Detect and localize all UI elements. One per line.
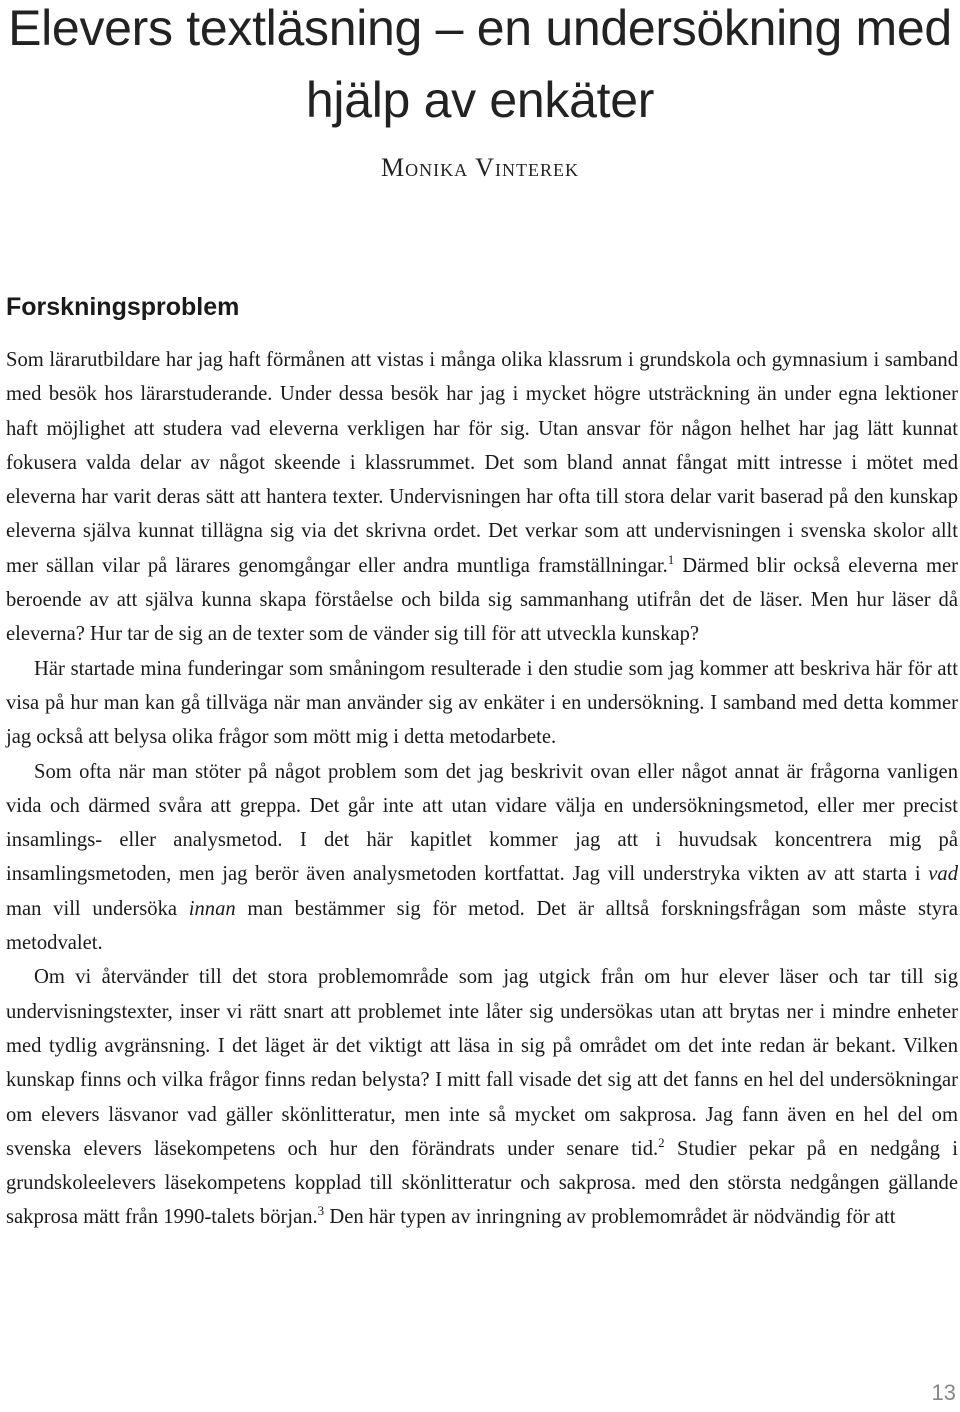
paragraph-4-text-a: Om vi återvänder till det stora problemområde som jag utgick från om hur elever läser och tar till sig undervisningstexter, inser vi rätt snart att problemet inte låter sig undersökas utan att brytas ner i mindre enheter med tydlig avgränsning. I det läget är det viktigt att läsa in sig på området om det inte redan är bekant. Vilken kunskap finns och vilka frågor finns redan belysta? I mitt fall visade det sig att det fanns en hel del undersökningar om elevers läsvanor vad gäller skönlitteratur, men inte så mycket om sakprosa. Jag fann även en hel del om svenska elevers läsekompetens och hur den förändrats under senare tid. (6, 966, 958, 1160)
author-name: Monika Vinterek (381, 153, 579, 182)
emphasis-vad: vad (928, 863, 958, 886)
chapter-title: Elevers textläsning – en undersökning med hjälp av enkäter (8, 0, 952, 128)
emphasis-innan: innan (188, 897, 236, 920)
footnote-ref-1: 1 (667, 551, 675, 567)
body-text (6, 343, 958, 1235)
paragraph-2: Här startade mina funderingar som småningom resulterade i den studie som jag kommer att beskriva här för att visa på hur man kan gå tillväga när man använder sig av enkäter i en undersökning. I samband med detta kommer jag också att belysa olika frågor som mött mig i detta metodarbete. (6, 657, 958, 749)
page-number: 13 (931, 1380, 956, 1405)
paragraph-4 (6, 960, 958, 1234)
paragraph-1-text-b: Därmed blir också eleverna mer beroende av att själva kunna skapa förståelse och bilda sig sammanhang utifrån det de läser. Men hur läser då eleverna? Hur tar de sig an de texter som de vänder sig till för att utveckla kunskap? (6, 554, 958, 646)
paragraph-3-text-b: man vill undersöka (6, 897, 189, 920)
footnote-ref-3: 3 (317, 1203, 325, 1219)
paragraph-3-text-c: man bestämmer sig för metod. Det är alltså forskningsfrågan som måste styra metodvalet. (6, 897, 958, 955)
paragraph-1 (6, 343, 958, 652)
footnote-ref-2: 2 (658, 1134, 665, 1150)
paragraph-1-text-a: Som lärarutbildare har jag haft förmånen att vistas i många olika klassrum i grundskola och gymnasium i samband med besök hos lärarstuderande. Under dessa besök har jag i mycket högre utsträckning än under egna lektioner haft möjlighet att studera vad eleverna verkligen har för sig. Utan ansvar för någon helhet har jag lätt kunnat fokusera valda delar av något skeende i klassrummet. Det som bland annat fångat mitt intresse i mötet med eleverna har varit deras sätt att hantera texter. Undervisningen har ofta till stora delar varit baserad på den kunskap eleverna själva kunnat tillägna sig via det skrivna ordet. Det verkar som att undervisningen i svenska skolor allt mer sällan vilar på lärares genomgångar eller andra muntliga framställningar. (6, 349, 958, 577)
paragraph-4-text-c: Den här typen av inringning av problemområdet är nödvändig för att (324, 1206, 896, 1229)
section-heading: Forskningsproblem (6, 293, 240, 321)
paragraph-3 (6, 755, 958, 961)
paragraph-4-text-b: Studier pekar på en nedgång i grundskoleelevers läsekompetens kopplad till skönlitteratur och sakprosa. med den största nedgången gällande sakprosa mätt från 1990-talets början. (6, 1137, 958, 1229)
paragraph-3-text-a: Som ofta när man stöter på något problem som det jag beskrivit ovan eller något annat är frågorna vanligen vida och därmed svåra att greppa. Det går inte att utan vidare välja en undersökningsmetod, eller mer precist insamlings- eller analysmetod. I det här kapitlet kommer jag att i huvudsak koncentrera mig på insamlingsmetoden, men jag berör även analysmetoden kortfattat. Jag vill understryka vikten av att starta i (6, 760, 958, 886)
